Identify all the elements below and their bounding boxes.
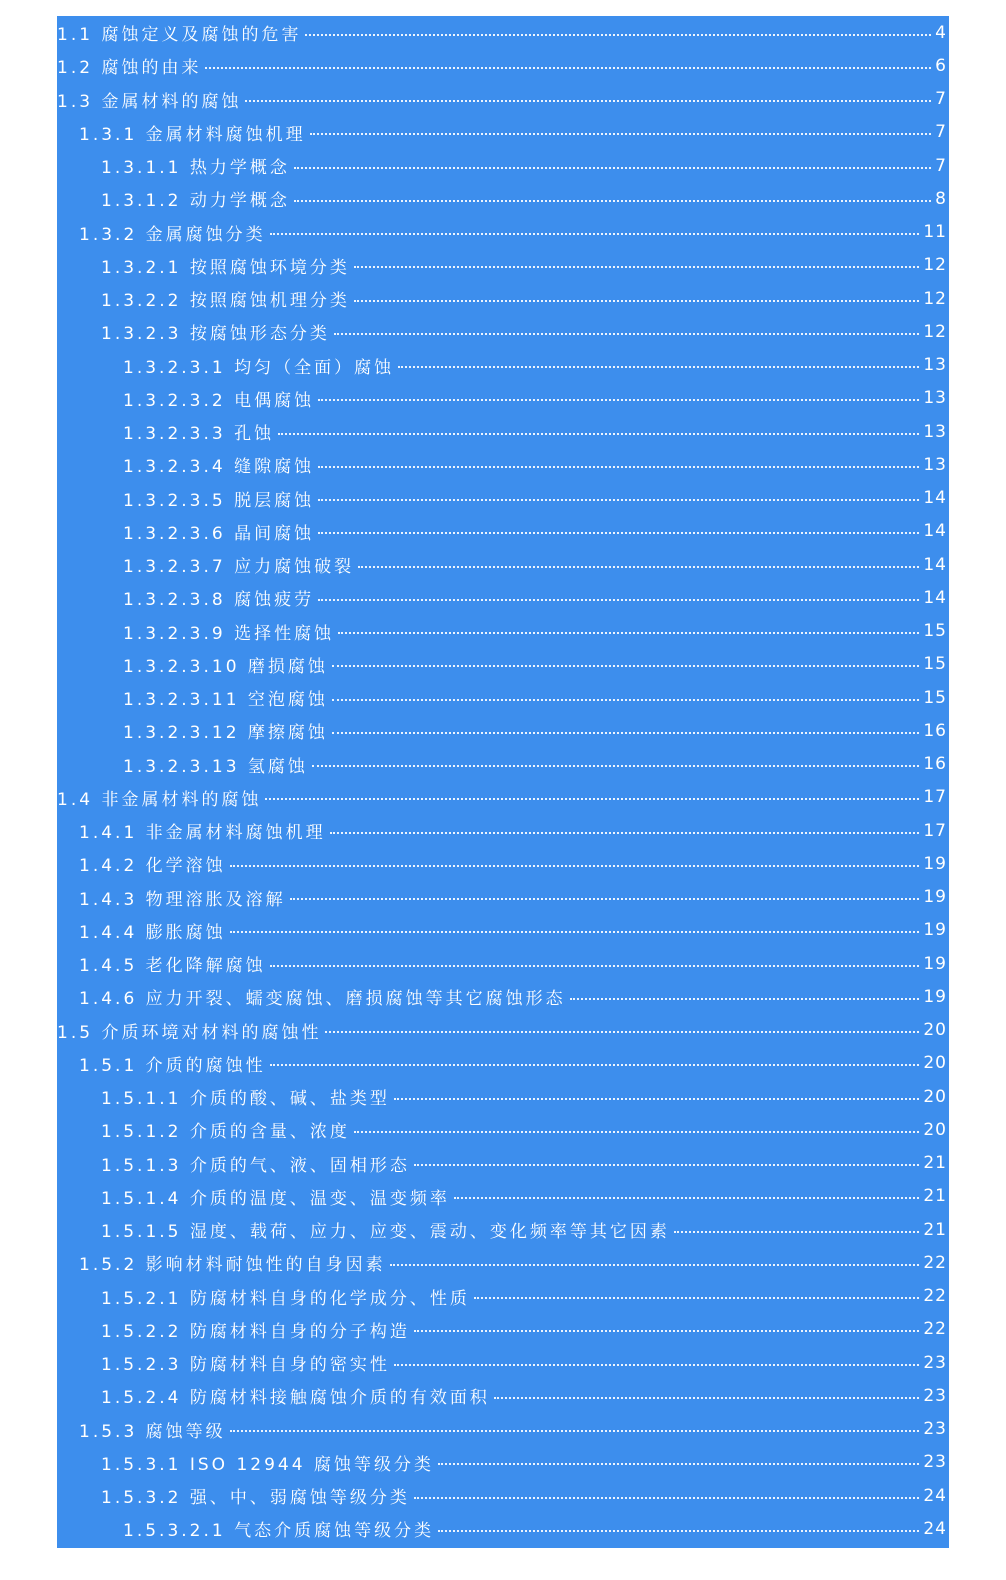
toc-dot-leader: [474, 1297, 919, 1299]
toc-dot-leader: [230, 865, 920, 867]
toc-entry-page-number: 11: [923, 222, 947, 243]
toc-entry-label: 1.5.3 腐蚀等级: [79, 1421, 226, 1442]
toc-entry-label: 1.5.2.4 防腐材料接触腐蚀介质的有效面积: [101, 1388, 490, 1409]
toc-entry-page-number: 21: [923, 1153, 947, 1174]
toc-entry[interactable]: [57, 282, 947, 315]
toc-entry[interactable]: [57, 548, 947, 581]
toc-entry-label: 1.5.2.1 防腐材料自身的化学成分、性质: [101, 1288, 470, 1309]
toc-entry-page-number: 13: [923, 388, 947, 409]
toc-entry-page-number: 15: [923, 621, 947, 642]
toc-entry-page-number: 15: [923, 687, 947, 708]
toc-entry-page-number: 14: [923, 587, 947, 608]
toc-entry[interactable]: [57, 681, 947, 714]
toc-dot-leader: [394, 1098, 919, 1100]
toc-entry[interactable]: [57, 315, 947, 348]
toc-entry[interactable]: [57, 1080, 947, 1113]
toc-dot-leader: [205, 67, 931, 69]
toc-entry-page-number: 22: [923, 1286, 947, 1307]
toc-entry-page-number: 20: [923, 1119, 947, 1140]
toc-entry[interactable]: [57, 415, 947, 448]
toc-entry[interactable]: [57, 847, 947, 880]
table-of-contents: [57, 16, 949, 1548]
toc-entry-page-number: 19: [923, 986, 947, 1007]
toc-entry-label: 1.5.3.1 ISO 12944 腐蚀等级分类: [101, 1454, 434, 1475]
toc-entry-label: 1.3.2.3.12 摩擦腐蚀: [123, 723, 328, 744]
toc-entry-page-number: 23: [923, 1452, 947, 1473]
toc-entry-label: 1.5.2.2 防腐材料自身的分子构造: [101, 1321, 410, 1342]
toc-entry[interactable]: [57, 116, 947, 149]
toc-dot-leader: [414, 1330, 919, 1332]
toc-entry-page-number: 14: [923, 554, 947, 575]
toc-dot-leader: [318, 399, 919, 401]
toc-dot-leader: [318, 499, 919, 501]
toc-entry-label: 1.4.3 物理溶胀及溶解: [79, 889, 286, 910]
toc-dot-leader: [310, 133, 932, 135]
toc-dot-leader: [278, 433, 919, 435]
toc-dot-leader: [394, 1364, 919, 1366]
toc-entry[interactable]: [57, 980, 947, 1013]
toc-dot-leader: [358, 566, 919, 568]
toc-entry[interactable]: [57, 1446, 947, 1479]
toc-entry-page-number: 6: [935, 55, 947, 76]
toc-entry-page-number: 21: [923, 1219, 947, 1240]
toc-entry[interactable]: [57, 781, 947, 814]
toc-entry-label: 1.4.6 应力开裂、蠕变腐蚀、磨损腐蚀等其它腐蚀形态: [79, 989, 566, 1010]
toc-dot-leader: [438, 1530, 919, 1532]
toc-entry-label: 1.5.3.2.1 气态介质腐蚀等级分类: [123, 1521, 435, 1542]
toc-entry-label: 1.3.1.1 热力学概念: [101, 158, 290, 179]
toc-entry-page-number: 23: [923, 1385, 947, 1406]
toc-entry[interactable]: [57, 382, 947, 415]
toc-entry-label: 1.3.2.3.13 氢腐蚀: [123, 756, 308, 777]
toc-entry-page-number: 19: [923, 953, 947, 974]
toc-entry-page-number: 22: [923, 1252, 947, 1273]
toc-dot-leader: [312, 765, 919, 767]
toc-entry[interactable]: [57, 1246, 947, 1279]
toc-entry-page-number: 13: [923, 355, 947, 376]
toc-dot-leader: [354, 266, 919, 268]
toc-entry-page-number: 12: [923, 255, 947, 276]
toc-entry-label: 1.1 腐蚀定义及腐蚀的危害: [57, 25, 302, 46]
toc-entry-page-number: 7: [935, 122, 947, 143]
toc-dot-leader: [294, 200, 931, 202]
toc-entry-page-number: 4: [935, 22, 947, 43]
toc-entry-page-number: 13: [923, 421, 947, 442]
toc-entry-label: 1.5.1.5 湿度、载荷、应力、应变、震动、变化频率等其它因素: [101, 1222, 670, 1243]
toc-dot-leader: [318, 532, 919, 534]
toc-entry[interactable]: [57, 1113, 947, 1146]
toc-entry-label: 1.3.2.2 按照腐蚀机理分类: [101, 291, 350, 312]
toc-entry-label: 1.5 介质环境对材料的腐蚀性: [57, 1022, 322, 1043]
toc-entry[interactable]: [57, 349, 947, 382]
toc-dot-leader: [245, 100, 931, 102]
toc-entry-page-number: 23: [923, 1419, 947, 1440]
toc-dot-leader: [318, 466, 919, 468]
toc-entry-label: 1.3.2.3.10 磨损腐蚀: [123, 656, 328, 677]
toc-dot-leader: [354, 300, 919, 302]
toc-dot-leader: [674, 1231, 919, 1233]
toc-entry-label: 1.3.2.3.6 晶间腐蚀: [123, 523, 315, 544]
toc-entry[interactable]: [57, 615, 947, 648]
toc-entry[interactable]: [57, 149, 947, 182]
toc-entry[interactable]: [57, 947, 947, 980]
toc-dot-leader: [270, 1064, 920, 1066]
toc-entry-page-number: 15: [923, 654, 947, 675]
toc-entry-page-number: 20: [923, 1020, 947, 1041]
toc-entry-label: 1.2 腐蚀的由来: [57, 58, 202, 79]
toc-dot-leader: [230, 1430, 920, 1432]
toc-entry-page-number: 17: [923, 820, 947, 841]
toc-entry-page-number: 7: [935, 155, 947, 176]
toc-entry[interactable]: [57, 1213, 947, 1246]
toc-entry-label: 1.4.2 化学溶蚀: [79, 856, 226, 877]
toc-dot-leader: [332, 665, 919, 667]
toc-entry[interactable]: [57, 581, 947, 614]
toc-entry-page-number: 24: [923, 1518, 947, 1539]
toc-entry[interactable]: [57, 249, 947, 282]
toc-entry[interactable]: [57, 448, 947, 481]
toc-entry[interactable]: [57, 1047, 947, 1080]
toc-dot-leader: [414, 1497, 919, 1499]
toc-entry[interactable]: [57, 1180, 947, 1213]
toc-entry-label: 1.3.2 金属腐蚀分类: [79, 224, 266, 245]
toc-entry[interactable]: [57, 182, 947, 215]
toc-entry-label: 1.3.2.1 按照腐蚀环境分类: [101, 257, 350, 278]
toc-entry[interactable]: [57, 1512, 947, 1545]
toc-entry-page-number: 17: [923, 787, 947, 808]
toc-entry-label: 1.3.2.3.5 脱层腐蚀: [123, 490, 315, 511]
toc-dot-leader: [414, 1164, 919, 1166]
toc-entry[interactable]: [57, 748, 947, 781]
toc-entry[interactable]: [57, 648, 947, 681]
toc-entry-page-number: 7: [935, 89, 947, 110]
toc-entry-label: 1.3.2.3.8 腐蚀疲劳: [123, 590, 315, 611]
toc-entry[interactable]: [57, 1479, 947, 1512]
toc-dot-leader: [294, 167, 931, 169]
toc-entry-label: 1.4.1 非金属材料腐蚀机理: [79, 823, 326, 844]
toc-entry-label: 1.5.2 影响材料耐蚀性的自身因素: [79, 1255, 386, 1276]
toc-dot-leader: [398, 366, 919, 368]
toc-dot-leader: [354, 1131, 919, 1133]
toc-entry-label: 1.5.1.1 介质的酸、碱、盐类型: [101, 1089, 390, 1110]
toc-dot-leader: [494, 1397, 919, 1399]
toc-entry[interactable]: [57, 1413, 947, 1446]
toc-entry-label: 1.4.4 膨胀腐蚀: [79, 922, 226, 943]
toc-dot-leader: [332, 732, 919, 734]
toc-entry-label: 1.5.1.3 介质的气、液、固相形态: [101, 1155, 410, 1176]
toc-entry-label: 1.3.2.3.7 应力腐蚀破裂: [123, 557, 355, 578]
toc-dot-leader: [318, 599, 919, 601]
toc-entry-label: 1.3.2.3.1 均匀（全面）腐蚀: [123, 357, 395, 378]
toc-dot-leader: [332, 699, 919, 701]
toc-entry-label: 1.3.2.3.4 缝隙腐蚀: [123, 457, 315, 478]
toc-dot-leader: [390, 1264, 920, 1266]
toc-entry-page-number: 19: [923, 887, 947, 908]
toc-entry-page-number: 14: [923, 521, 947, 542]
toc-entry[interactable]: [57, 1346, 947, 1379]
toc-entry-page-number: 13: [923, 454, 947, 475]
toc-entry-page-number: 19: [923, 853, 947, 874]
toc-entry-label: 1.5.1.4 介质的温度、温变、温变频率: [101, 1188, 450, 1209]
toc-entry-label: 1.3.2.3.9 选择性腐蚀: [123, 623, 335, 644]
toc-entry-label: 1.3 金属材料的腐蚀: [57, 91, 242, 112]
toc-entry[interactable]: [57, 515, 947, 548]
toc-entry-label: 1.3.2.3 按腐蚀形态分类: [101, 324, 330, 345]
toc-entry[interactable]: [57, 1313, 947, 1346]
toc-entry-page-number: 12: [923, 321, 947, 342]
toc-entry[interactable]: [57, 16, 947, 49]
toc-entry-label: 1.3.2.3.11 空泡腐蚀: [123, 690, 328, 711]
toc-entry[interactable]: [57, 914, 947, 947]
toc-entry[interactable]: [57, 1147, 947, 1180]
toc-dot-leader: [454, 1197, 919, 1199]
toc-entry-label: 1.5.3.2 强、中、弱腐蚀等级分类: [101, 1488, 410, 1509]
toc-entry-page-number: 23: [923, 1352, 947, 1373]
toc-entry[interactable]: [57, 1379, 947, 1412]
toc-dot-leader: [270, 965, 920, 967]
toc-entry-label: 1.4.5 老化降解腐蚀: [79, 956, 266, 977]
toc-dot-leader: [438, 1463, 919, 1465]
toc-dot-leader: [230, 931, 920, 933]
toc-dot-leader: [334, 333, 919, 335]
toc-dot-leader: [570, 998, 920, 1000]
toc-entry-label: 1.4 非金属材料的腐蚀: [57, 789, 262, 810]
toc-entry[interactable]: [57, 814, 947, 847]
toc-entry-page-number: 12: [923, 288, 947, 309]
toc-entry-label: 1.3.1 金属材料腐蚀机理: [79, 124, 306, 145]
toc-entry-label: 1.3.2.3.3 孔蚀: [123, 424, 275, 445]
toc-entry-label: 1.3.1.2 动力学概念: [101, 191, 290, 212]
toc-entry[interactable]: [57, 1014, 947, 1047]
toc-dot-leader: [290, 898, 920, 900]
toc-dot-leader: [270, 233, 920, 235]
toc-entry-label: 1.5.2.3 防腐材料自身的密实性: [101, 1355, 390, 1376]
toc-entry-page-number: 20: [923, 1086, 947, 1107]
toc-dot-leader: [330, 832, 920, 834]
toc-entry-label: 1.3.2.3.2 电偶腐蚀: [123, 390, 315, 411]
toc-entry[interactable]: [57, 49, 947, 82]
toc-entry-page-number: 22: [923, 1319, 947, 1340]
toc-entry-label: 1.5.1.2 介质的含量、浓度: [101, 1122, 350, 1143]
toc-entry-page-number: 16: [923, 754, 947, 775]
toc-entry-page-number: 24: [923, 1485, 947, 1506]
toc-entry[interactable]: [57, 83, 947, 116]
toc-dot-leader: [325, 1031, 919, 1033]
toc-dot-leader: [338, 632, 919, 634]
toc-entry[interactable]: [57, 881, 947, 914]
toc-entry[interactable]: [57, 1280, 947, 1313]
toc-entry-page-number: 8: [935, 188, 947, 209]
toc-entry-page-number: 20: [923, 1053, 947, 1074]
toc-entry-page-number: 16: [923, 720, 947, 741]
toc-dot-leader: [265, 798, 919, 800]
toc-entry[interactable]: [57, 482, 947, 515]
toc-entry-page-number: 14: [923, 488, 947, 509]
toc-entry[interactable]: [57, 714, 947, 747]
toc-entry-page-number: 19: [923, 920, 947, 941]
toc-dot-leader: [305, 34, 931, 36]
toc-entry-label: 1.5.1 介质的腐蚀性: [79, 1055, 266, 1076]
toc-entry-page-number: 21: [923, 1186, 947, 1207]
toc-entry[interactable]: [57, 216, 947, 249]
